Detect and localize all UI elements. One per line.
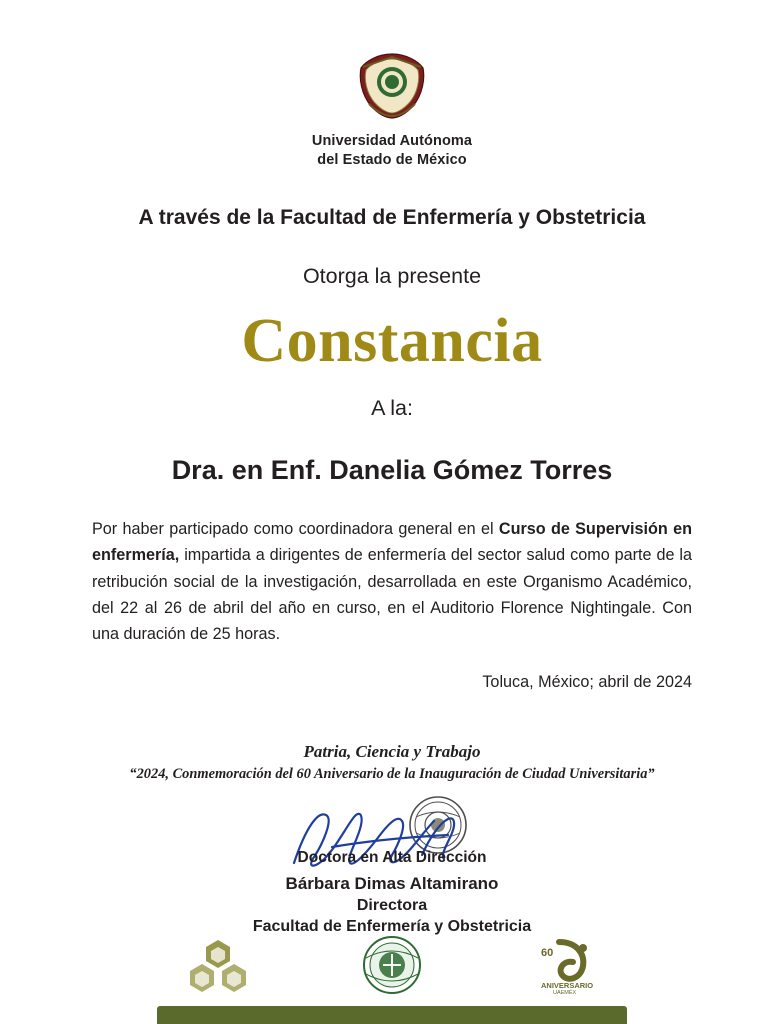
- 60-aniversario-logo: [533, 934, 599, 996]
- body-bold1: Curso de Supervisión en enfermería,: [92, 520, 692, 565]
- signature-area: [0, 791, 784, 941]
- university-name: [312, 132, 472, 169]
- place-and-date: Toluca, México; abril de 2024: [482, 673, 692, 692]
- footer-bar: [0, 1006, 784, 1024]
- signature-role: Doctora en Alta Dirección: [297, 849, 487, 867]
- document-title: Constancia: [241, 307, 543, 376]
- footer-logos: [0, 934, 784, 996]
- certificate-header: [0, 0, 784, 169]
- to-line: A la:: [371, 396, 413, 421]
- faculty-seal-logo: [359, 934, 425, 996]
- recipient-name: Dra. en Enf. Danelia Gómez Torres: [171, 455, 613, 486]
- motto: Patria, Ciencia y Trabajo: [303, 742, 481, 762]
- svg-text:ANIVERSARIO: ANIVERSARIO: [541, 981, 594, 990]
- svg-text:UAEMÉX: UAEMÉX: [553, 990, 577, 996]
- signature-faculty: Facultad de Enfermería y Obstetricia: [252, 918, 532, 936]
- faculty-line: A través de la Facultad de Enfermería y Obstetricia: [138, 206, 646, 230]
- body-paragraph: [92, 516, 692, 647]
- university-name-line1: Universidad Autónoma: [311, 133, 473, 149]
- body-part1: Por haber participado como coordinadora general en el: [92, 520, 499, 539]
- hexagon-pattern-logo: [185, 934, 251, 996]
- university-name-line2: del Estado de México: [317, 151, 467, 168]
- signature-title: Directora: [356, 897, 428, 915]
- signature-block: [0, 791, 784, 936]
- uaemex-crest-icon: [353, 52, 431, 120]
- signature-name: Bárbara Dimas Altamirano: [285, 874, 499, 894]
- body-part2: impartida a dirigentes de enfermería del sector salud como parte de la retribución social de la investigación, desarrollada en este Organismo Académico, del 22 al 26 de abril del año en curso, en el Auditorio Florence Nightingale. Con una duración de 25 horas.: [92, 546, 692, 644]
- grants-line: Otorga la presente: [302, 264, 482, 289]
- footer-bar-inner: [157, 1006, 627, 1024]
- svg-text:60: 60: [541, 947, 554, 959]
- anniversary-legend: “2024, Conmemoración del 60 Aniversario de la Inauguración de Ciudad Universitaria”: [129, 766, 655, 783]
